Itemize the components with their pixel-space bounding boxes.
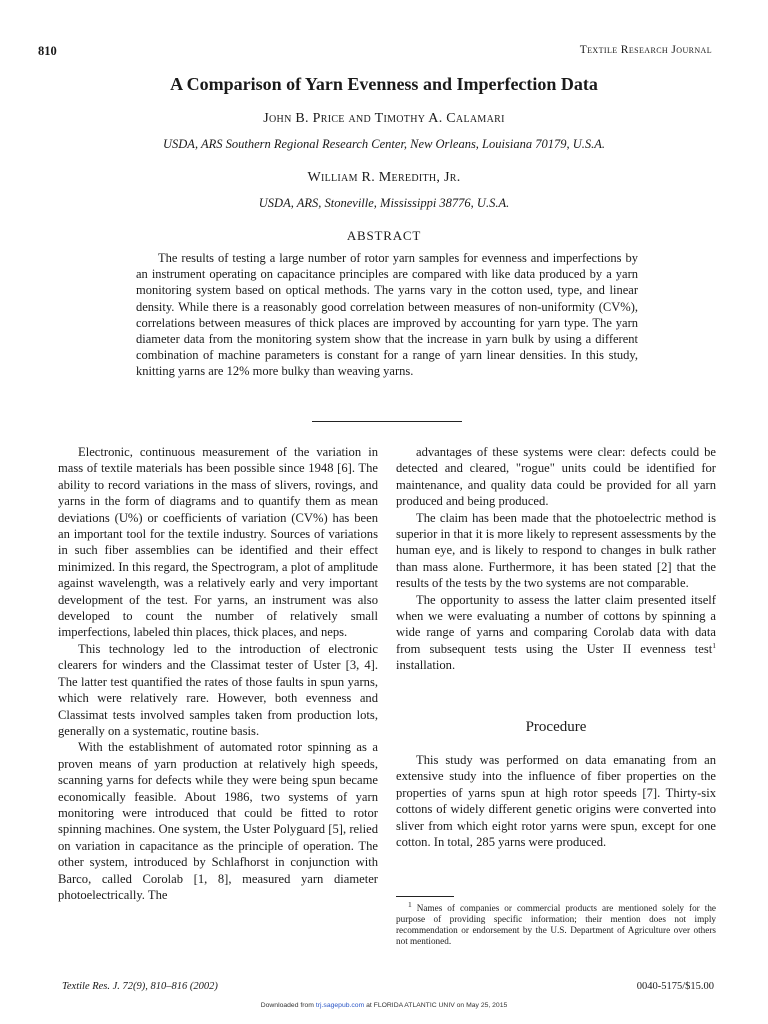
affiliation-primary: USDA, ARS Southern Regional Research Center, New Orleans, Louisiana 70179, U.S.A. <box>163 137 605 151</box>
citation-footer: Textile Res. J. 72(9), 810–816 (2002) <box>62 981 218 992</box>
section-heading-procedure: Procedure <box>525 719 587 735</box>
abstract-text: The results of testing a large number of rotor yarn samples for evenness and imperfections by an instrument operating on capacitance principles are compared with like data produced by a yarn monitoring system based on optical methods. The yarns vary in the cotton used, type, and linear density. While there is a reasonably good correlation between measures of non-uniformity (CV%), correlations between measures of thick places are improved by accounting for yarn type. The yarn diameter data from the monitoring system show that the increase in yarn bulk by using a different combination of machine parameters is constant for a range of yarn linear densities. In this study, knitting yarns are 12% more bulky than weaving yarns. <box>136 251 638 379</box>
body-text: The opportunity to assess the latter claim presented itself when we were evaluating a number of cottons by spinning a wide range of yarns and comparing Corolab data with data from subsequent tests using the Uster II evenness test <box>396 592 716 656</box>
body-paragraph: With the establishment of automated rotor spinning as a proven means of yarn production at relatively high speeds, scanning yarns for defects while they were being spun became economically feasible. About 1986, two systems of yarn monitoring were introduced that could be fitted to rotor spinning machines. One system, the Uster Polyguard [5], relied on variation in capacitance as the principle of operation. The other system, introduced by Schlafhorst in conjunction with Barco, called Corolab [1, 8], measured yarn diameter photoelectrically. The <box>58 740 378 902</box>
procedure-column <box>396 752 716 850</box>
footnote-ref: 1 <box>712 640 716 650</box>
footnote-mark: 1 <box>408 899 412 909</box>
affiliation-secondary: USDA, ARS, Stoneville, Mississippi 38776, U.S.A. <box>258 196 510 210</box>
body-paragraph: The claim has been made that the photoelectric method is superior in that it is more likely to represent assessments by the human eye, and is likely to respond to changes in bulk rather than mass alone. Furthermore, it has been stated [2] that the results of the tests by the two systems are not comparable. <box>396 510 716 591</box>
price-code: 0040-5175/$15.00 <box>636 981 714 992</box>
section-divider <box>312 421 462 422</box>
footnote <box>396 899 716 947</box>
page-number: 810 <box>38 44 57 58</box>
body-text: installation. <box>396 658 456 673</box>
authors-primary: John B. Price and Timothy A. Calamari <box>263 111 505 126</box>
download-prefix: Downloaded from <box>260 1002 316 1009</box>
authors-secondary: William R. Meredith, Jr. <box>307 170 461 185</box>
article-title: A Comparison of Yarn Evenness and Imperfection Data <box>170 74 598 94</box>
body-paragraph <box>396 592 716 674</box>
footnote-divider <box>396 896 454 897</box>
download-link[interactable]: trj.sagepub.com <box>315 1002 365 1009</box>
body-paragraph: This technology led to the introduction of electronic clearers for winders and the Classimat tester of Uster [3, 4]. The latter test quantified the rates of those faults in spun yarns, which were relatively rare. However, both evenness and Classimat tests involved samples taken from production lots, generally on a systematic, routine basis. <box>58 641 378 738</box>
footnote-text: Names of companies or commercial products are mentioned solely for the purpose of providing specific information; their mention does not imply recommendation or endorsement by the U.S. Department of Agriculture over others not mentioned. <box>396 903 716 946</box>
body-paragraph: advantages of these systems were clear: defects could be detected and cleared, "rogue" units could be identified for maintenance, and quality data could be provided for all yarn produced and being produced. <box>396 445 716 509</box>
journal-name: Textile Research Journal <box>579 44 712 56</box>
right-column <box>396 444 716 674</box>
body-paragraph: This study was performed on data emanating from an extensive study into the influence of fiber properties on the properties of yarns spun at high rotor speeds [7]. Thirty-six cottons of widely different genetic origins were converted into sliver from which eight rotor yarns were spun, except for one cotton. In total, 285 yarns were produced. <box>396 753 716 850</box>
body-paragraph: Electronic, continuous measurement of the variation in mass of textile materials has been possible since 1948 [6]. The ability to record variations in the mass of slivers, rovings, and yarns in the form of diagrams and to quantify them as mean deviations (U%) or coefficients of variation (CV%) has been an important tool for the textile industry. Sources of variations in such fiber assemblies can be identified and their effect minimized. In this regard, the Spectrogram, a plot of amplitude against wavelength, was a relatively early and very important development of the test. For yarns, an instrument was also developed to count the number of relatively small imperfections, labeled thin places, thick places, and neps. <box>58 445 378 640</box>
left-column <box>58 444 378 903</box>
download-suffix: at FLORIDA ATLANTIC UNIV on May 25, 2015 <box>364 1002 508 1009</box>
abstract-heading: ABSTRACT <box>346 228 422 243</box>
download-notice <box>0 1002 768 1009</box>
